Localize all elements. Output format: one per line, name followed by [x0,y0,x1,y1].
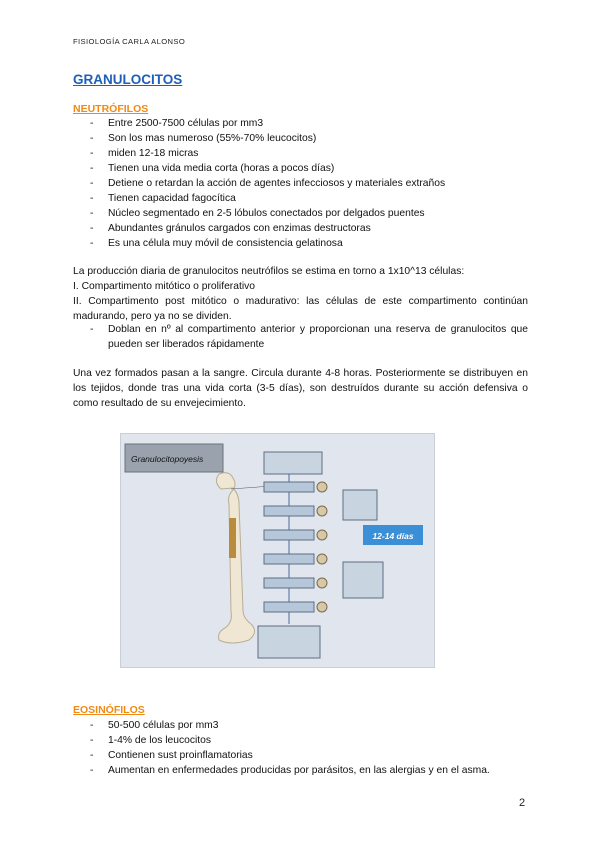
section-heading-neutrofilos: NEUTRÓFILOS [73,103,149,115]
list-item: - Tienen una vida media corta (horas a pocos días) [73,161,533,176]
list-item: - 50-500 células por mm3 [73,718,533,733]
list-item: - 1-4% de los leucocitos [73,733,533,748]
granulocitopoyesis-diagram [121,434,434,667]
list-item: - miden 12-18 micras [73,146,533,161]
list-item: - Contienen sust proinflamatorias [73,748,533,763]
neutrofilos-list [73,116,533,251]
production-line: I. Compartimento mitótico o proliferativo [73,281,255,292]
list-item: - Tienen capacidad fagocítica [73,191,533,206]
granulocitopoyesis-figure [120,433,435,668]
reserve-sub-bullet [73,322,528,352]
days-label: 12-14 días [372,531,414,541]
list-item: - Aumentan en enfermedades producidas por parásitos, en las alergias y en el asma. [73,763,533,778]
page-number: 2 [519,797,526,809]
figure-title: Granulocitopoyesis [131,454,204,464]
list-item: - Abundantes gránulos cargados con enzimas destructoras [73,221,533,236]
list-item: - Detiene o retardan la acción de agentes infecciosos y materiales extraños [73,176,533,191]
page-title: GRANULOCITOS [73,72,183,87]
list-item: - Núcleo segmentado en 2-5 lóbulos conectados por delgados puentes [73,206,533,221]
page-header: FISIOLOGÍA CARLA ALONSO [73,37,186,46]
list-item: - Es una célula muy móvil de consistencia gelatinosa [73,236,533,251]
production-line: La producción diaria de granulocitos neutrófilos se estima en torno a 1x10^13 células: [73,266,465,277]
section-heading-eosinofilos: EOSINÓFILOS [73,704,145,716]
production-paragraph [73,264,528,324]
eosinofilos-list [73,718,533,778]
dash-marker: - [90,324,94,335]
list-item: - Entre 2500-7500 células por mm3 [73,116,533,131]
circulation-paragraph: Una vez formados pasan a la sangre. Circula durante 4-8 horas. Posteriormente se distribuyen en los tejidos, donde tras una vida corta (3-5 días), son destruídos durante su acción defensiva o como resultado de su envejecimiento. [73,368,528,409]
list-item: - Son los mas numeroso (55%-70% leucocitos) [73,131,533,146]
sub-bullet-text: Doblan en nº al compartimento anterior y proporcionan una reserva de granulocitos que pueden ser liberados rápidamente [108,324,528,350]
production-line: II. Compartimento post mitótico o madurativo: las células de este compartimento continúan madurando, pero ya no se dividen. [73,296,528,322]
